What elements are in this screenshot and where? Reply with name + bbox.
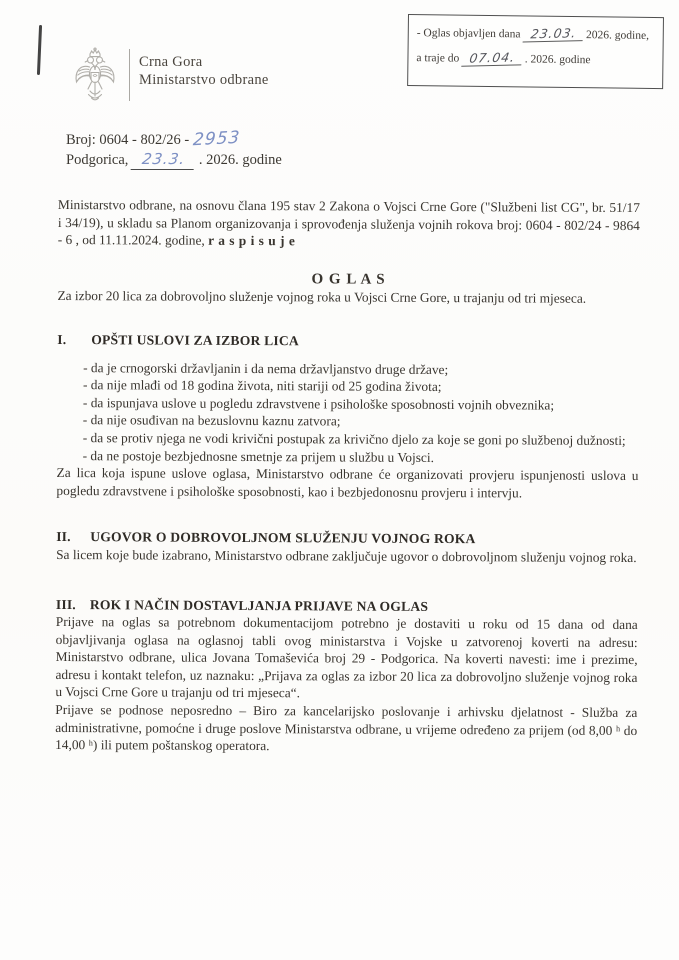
section-1-heading [57, 331, 639, 352]
section-3-heading-text: ROK I NAČIN DOSTAVLJANJA PRIJAVE NA OGLAS [89, 596, 429, 614]
document-subtitle: Za izbor 20 lica za dobrovoljno služenje vojnog roka u Vojsci Crne Gore, u trajanju od tri mjeseca. [57, 288, 587, 307]
montenegro-coat-of-arms-icon [71, 45, 119, 105]
condition-item: - da ispunjava uslove u pogledu zdravstvene i psihološke sposobnosti vojnih obveznika; [82, 394, 555, 413]
stamp-line-published [417, 24, 655, 43]
stamp-published-suffix: 2026. godine, [585, 29, 650, 42]
place-label: Podgorica, [66, 152, 129, 168]
section-1-heading-text: OPŠTI USLOVI ZA IZBOR LICA [91, 332, 299, 349]
section-2-numeral: II. [56, 529, 71, 545]
letterhead-divider [129, 49, 130, 101]
section-2-paragraph: Sa licem koje bude izabrano, Ministarstvo odbrane zaključuje ugovor o dobrovoljnom služenju vojnog roka. [56, 546, 637, 565]
stamp-until-date-handwritten: 07.04. [461, 49, 523, 66]
intro-announce-word: r a s p i s u j e [208, 232, 296, 249]
section-1-paragraph: Za lica koja ispune uslove oglasa, Ministarstvo odbrane će organizovati provjeru ispunjenosti uslova u pogledu zdravstvene i psihološke sposobnosti, kao i bezbjedonosnu provjeru i intervju. [56, 465, 639, 501]
condition-item: - da nije mlađi od 18 godina života, niti stariji od 25 godina života; [82, 377, 442, 395]
letterhead-ministry: Ministarstvo odbrane [139, 72, 269, 88]
section-3-numeral: III. [55, 596, 76, 612]
stamp-until-suffix: . 2026. godine [524, 53, 591, 67]
stamp-line-valid-until [416, 49, 654, 68]
reference-number-handwritten: 2953 [192, 127, 242, 151]
section-3-paragraph-1: Prijave na oglas sa potrebnom dokumentacijom potrebno je dostaviti u roku od 15 dana od dana objavljivanja oglasa na oglasnoj tabli ovog ministarstva i Vojske u zatvorenoj koverti na adresu: Ministarstvo odbrane, ulica Jovana Tomaševića broj 29 - Podgorica. Na koverti navesti: ime i prezime, adresu i kontakt telefon, uz naznaku: „Prijava za oglas za izbor 20 lica za dobrovoljno služenje vojnog roka u Vojsci Crne Gore u trajanju od tri mjeseca“. [55, 614, 638, 701]
stamp-until-prefix: a traje do [416, 52, 460, 65]
section-2-heading-text: UGOVOR O DOBROVOLJNOM SLUŽENJU VOJNOG ROKA [90, 529, 476, 547]
intro-paragraph [58, 196, 640, 252]
date-suffix: . 2026. godine [198, 152, 282, 168]
letterhead-country: Crna Gora [139, 54, 203, 70]
pen-stroke-mark [37, 25, 42, 75]
condition-item: - da je crnogorski državljanin i da nema državljanstvo druge države; [83, 359, 449, 377]
reference-number-label: Broj: 0604 - 802/26 - [66, 132, 190, 148]
condition-item: - da se protiv njega ne vodi krivični postupak za krivično djelo za koje se goni po službenoj dužnosti; [82, 430, 626, 448]
condition-item: - da ne postoje bezbjednosne smetnje za prijem u službu u Vojsci. [82, 447, 434, 465]
date-handwritten: 23.3. [131, 150, 197, 170]
section-1-numeral: I. [57, 331, 67, 348]
section-1-conditions-list [57, 359, 640, 468]
reference-number-line [66, 127, 282, 151]
stamp-published-prefix: - Oglas objavljen dana [416, 27, 521, 41]
reference-block [66, 127, 282, 170]
section-3-paragraph-2: Prijave se podnose neposredno – Biro za kancelarijsko poslovanje i arhivsku djelatnost - Služba za administrativne, pomoćne i druge poslove Ministarstva odbrane, u vrijeme određeno za prijem (od 8,00 ʰ do 14,00 ʰ) ili putem poštanskog operatora. [55, 702, 638, 754]
publication-stamp-box [407, 14, 664, 89]
stamp-published-date-handwritten: 23.03. [522, 25, 584, 42]
document-body [55, 196, 640, 757]
letterhead-text [139, 53, 269, 89]
document-title: O G L A S [311, 271, 386, 288]
condition-item: - da nije osuđivan na bezuslovnu kaznu zatvora; [82, 412, 341, 429]
place-date-line [66, 150, 282, 170]
intro-text: Ministarstvo odbrane, na osnovu člana 195 stav 2 Zakona o Vojsci Crne Gore ("Službeni list CG", br. 51/17 i 34/19), u skladu sa Planom organizovanja i sprovođenja služenja vojnih rokova broj: 0604 - 802/24 - 9864 - 6 , od 11.11.2024. godine, [57, 196, 640, 248]
